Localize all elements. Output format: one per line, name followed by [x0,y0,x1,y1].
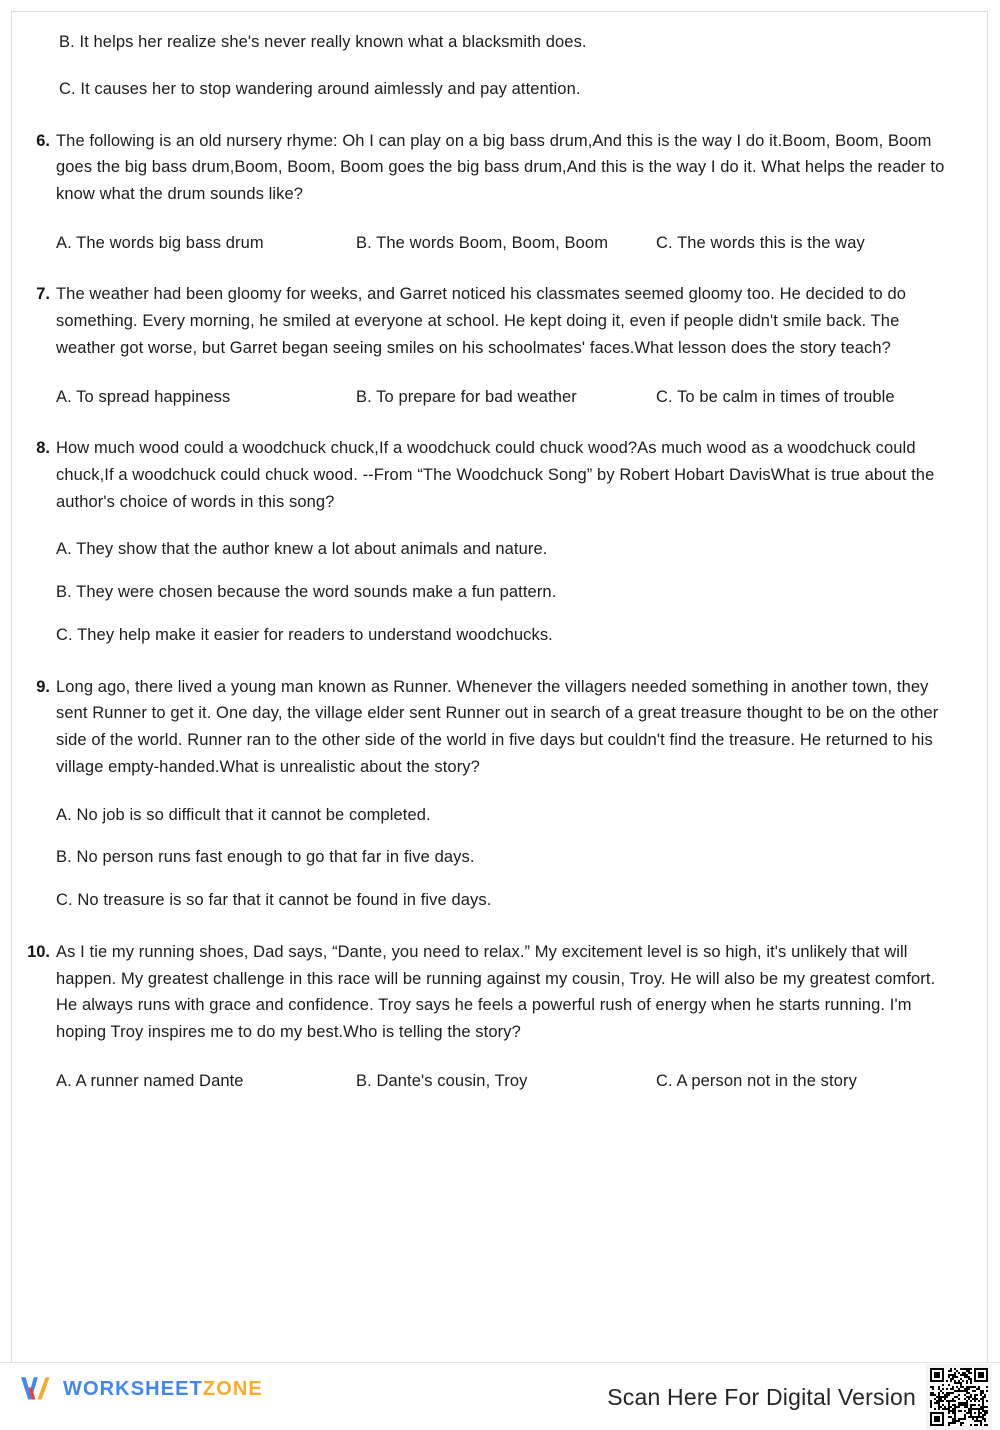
scan-label: Scan Here For Digital Version [607,1383,916,1410]
brand-worksheet: WORKSHEET [63,1377,203,1400]
question-text: How much wood could a woodchuck chuck,If a woodchuck could chuck wood?As much wood as a woodchuck could chuck,If a woodchuck could chuck wood. --From “The Woodchuck Song” by Robert Hobart DavisWhat is true about the author's choice of words in this song? [56,439,935,511]
question-body [56,435,989,647]
question-text: Long ago, there lived a young man known as Runner. Whenever the villagers needed something in another town, they sent Runner to get it. One day, the village elder sent Runner out in search of a great treasure thought to be on the other side of the world. Runner ran to the other side of the world in five days but couldn't find the treasure. He returned to his village empty-handed.What is unrealistic about the story? [56,677,939,776]
scan-section [607,1364,992,1430]
option-c[interactable]: C. A person not in the story [656,1071,857,1090]
question-body [56,939,989,1094]
brand-wordmark [63,1378,263,1401]
question-8 [12,435,989,647]
option-a[interactable]: A. No job is so difficult that it cannot be completed. [56,805,431,824]
question-body [56,281,989,409]
option-a[interactable]: A. They show that the author knew a lot about animals and nature. [56,540,548,559]
option-b[interactable]: B. Dante's cousin, Troy [356,1071,528,1090]
option-b[interactable]: B. They were chosen because the word sounds make a fun pattern. [56,583,557,602]
continued-options [12,30,989,102]
worksheet-zone-logo[interactable] [18,1372,263,1406]
worksheet-page [11,11,988,1363]
question-body [56,128,989,256]
question-body [56,674,989,913]
answer-options [56,803,953,913]
option-b[interactable]: B. The words Boom, Boom, Boom [356,233,609,252]
question-text: The weather had been gloomy for weeks, and Garret noticed his classmates seemed gloomy too. He decided to do something. Every morning, he smiled at everyone at school. He kept doing it, even if people didn't smile back. The weather got worse, but Garret began seeing smiles on his schoolmates' faces.What lesson does the story teach? [56,285,907,357]
footer-divider [0,1362,1000,1363]
answer-options [56,385,953,410]
option-c[interactable]: C. They help make it easier for readers to understand woodchucks. [56,625,553,644]
option-b[interactable]: B. To prepare for bad weather [356,387,577,406]
question-number: 10. [27,942,50,961]
option-b[interactable]: B. No person runs fast enough to go that far in five days. [56,848,475,867]
option-a[interactable]: A. To spread happiness [56,387,231,406]
worksheet-content [12,12,989,1093]
page-footer [0,1362,1000,1414]
option-c: C. It causes her to stop wandering around aimlessly and pay attention. [59,79,581,98]
answer-options [56,1069,953,1094]
option-a[interactable]: A. The words big bass drum [56,233,264,252]
question-number: 8. [36,439,50,458]
qr-code-image [930,1368,988,1426]
option-c[interactable]: C. To be calm in times of trouble [656,387,895,406]
worksheet-zone-mark-icon [18,1374,54,1404]
option-c[interactable]: C. No treasure is so far that it cannot be found in five days. [56,891,492,910]
qr-code[interactable] [926,1364,992,1430]
option-b: B. It helps her realize she's never really known what a blacksmith does. [59,33,587,51]
question-text: The following is an old nursery rhyme: Oh I can play on a big bass drum,And this is the way I do it.Boom, Boom, Boom goes the big bass drum,Boom, Boom, Boom goes the big bass drum,And this is the way I do it. What helps the reader to know what the drum sounds like? [56,131,945,203]
answer-options [56,231,953,256]
brand-zone: ZONE [202,1377,263,1400]
question-text: As I tie my running shoes, Dad says, “Dante, you need to relax.” My excitement level is so high, it's unlikely that will happen. My greatest challenge in this race will be running against my cousin, Troy. He will also be my greatest comfort. He always runs with grace and confidence. Troy says he feels a powerful rush of energy when he starts running. I'm hoping Troy inspires me to do my best.Who is telling the story? [56,942,936,1041]
question-10 [12,939,989,1094]
option-a[interactable]: A. A runner named Dante [56,1071,244,1090]
question-number: 6. [36,131,50,150]
question-number: 7. [36,285,50,304]
question-6 [12,128,989,256]
question-9 [12,674,989,913]
answer-options [56,537,953,647]
option-c[interactable]: C. The words this is the way [656,233,865,252]
question-7 [12,281,989,409]
question-number: 9. [36,677,50,696]
